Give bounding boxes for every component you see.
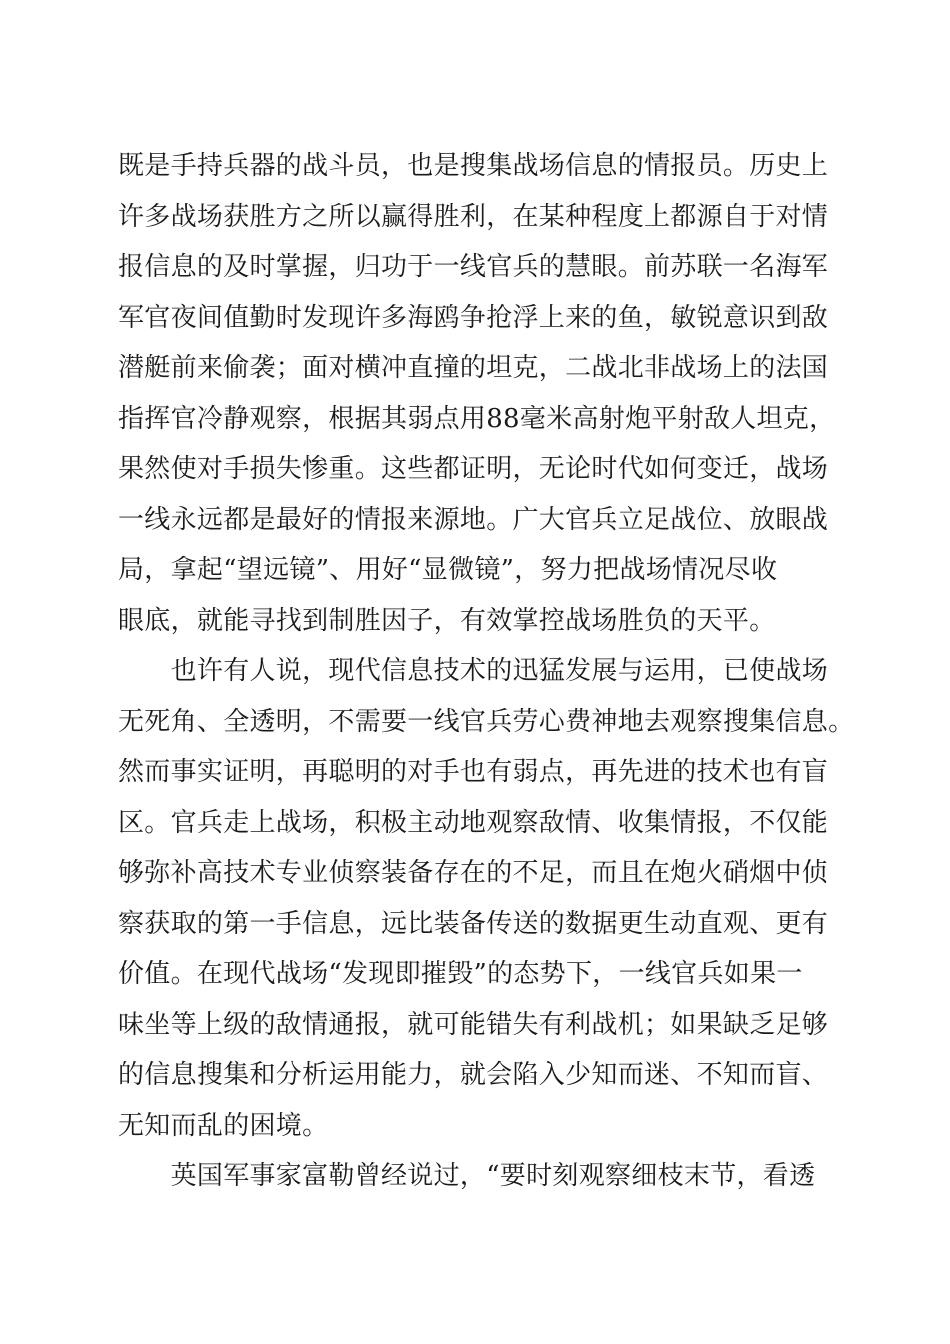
- text-line: 潜艇前来偷袭；面对横冲直撞的坦克，二战北非战场上的法国: [118, 353, 829, 383]
- article-body: [118, 141, 855, 1202]
- text-line: 一线永远都是最好的情报来源地。广大官兵立足战位、放眼战: [118, 504, 829, 535]
- text-line: 然而事实证明，再聪明的对手也有弱点，再先进的技术也有盲: [118, 757, 829, 787]
- text-line: 报信息的及时掌握，归功于一线官兵的慧眼。前苏联一名海军: [118, 252, 829, 282]
- text-line: 许多战场获胜方之所以赢得胜利，在某种程度上都源自于对情: [118, 201, 829, 232]
- text-line: 察获取的第一手信息，远比装备传送的数据更生动直观、更有: [118, 908, 829, 939]
- text-line: 眼底，就能寻找到制胜因子，有效掌控战场胜负的天平。: [118, 605, 776, 636]
- text-line: 无知而乱的困境。: [118, 1110, 329, 1141]
- text-line: 既是手持兵器的战斗员，也是搜集战场信息的情报员。历史上: [118, 151, 829, 181]
- text-line: 无死角、全透明，不需要一线官兵劳心费神地去观察搜集信息。: [118, 706, 855, 737]
- text-line: 的信息搜集和分析运用能力，就会陷入少知而迷、不知而盲、: [118, 1060, 829, 1090]
- text-line: 局，拿起“望远镜”、用好“显微镜”，努力把战场情况尽收: [118, 555, 778, 585]
- text-line: 军官夜间值勤时发现许多海鸥争抢浮上来的鱼，敏锐意识到敌: [118, 302, 829, 333]
- text-line: 味坐等上级的敌情通报，就可能错失有利战机；如果缺乏足够: [118, 1009, 829, 1040]
- text-line: 够弥补高技术专业侦察装备存在的不足，而且在炮火硝烟中侦: [118, 858, 829, 888]
- paragraph-start-line: 也许有人说，现代信息技术的迅猛发展与运用，已使战场: [118, 656, 829, 686]
- text-line: 区。官兵走上战场，积极主动地观察敌情、收集情报，不仅能: [118, 807, 829, 838]
- text-line: 价值。在现代战场“发现即摧毁”的态势下，一线官兵如果一: [118, 959, 803, 989]
- text-line: 果然使对手损失惨重。这些都证明，无论时代如何变迁，战场: [118, 454, 829, 484]
- text-line: 指挥官冷静观察，根据其弱点用88毫米高射炮平射敌人坦克，: [118, 403, 836, 434]
- paragraph-start-line: 英国军事家富勒曾经说过，“要时刻观察细枝末节，看透: [118, 1161, 816, 1191]
